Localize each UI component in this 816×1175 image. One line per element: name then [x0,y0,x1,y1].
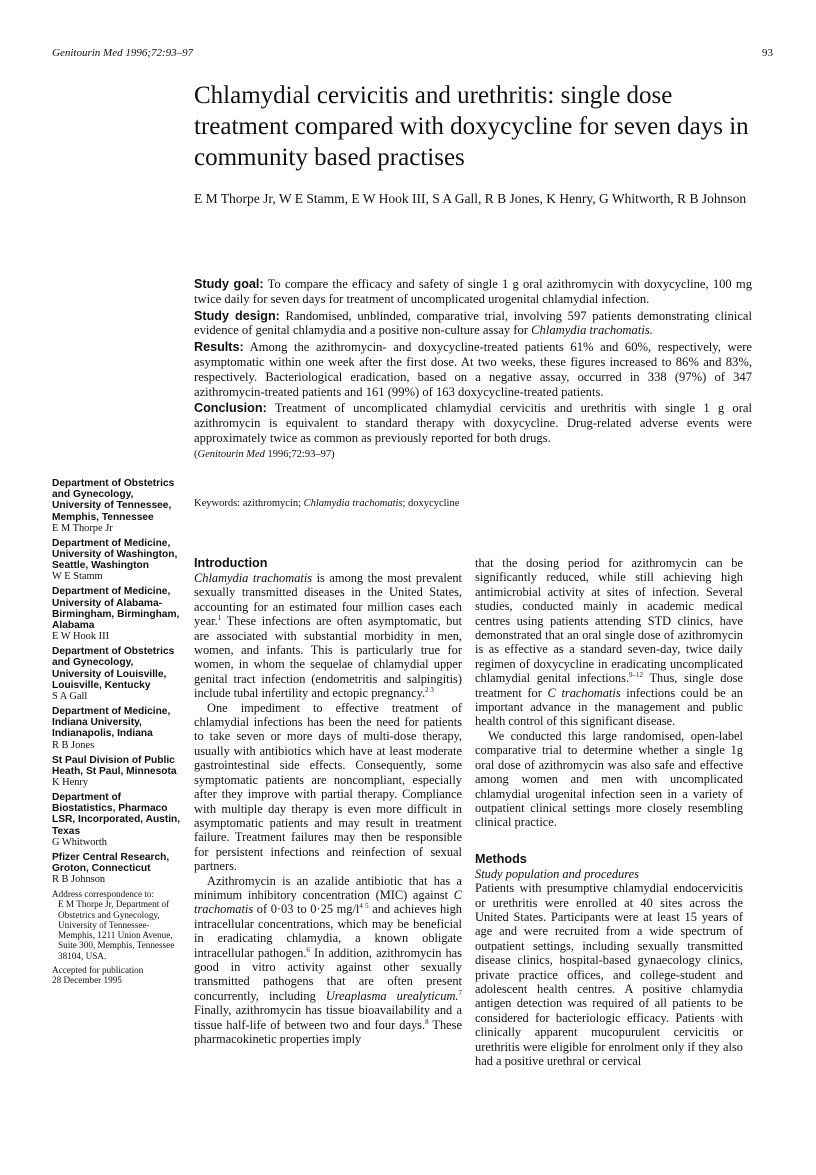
citation-open: ( [194,448,198,460]
abstract-goal-text: To compare the efficacy and safety of single 1 g oral azithromycin with doxycycline, 100 mg twice daily for seven days for treatment of uncomplicated urogenital chlamydial infection. [194,277,753,306]
affiliation-person: G Whitworth [52,836,107,848]
citation-rest: 1996;72:93–97) [264,448,335,460]
intro-paragraph-4 [475,556,743,729]
affiliation [52,792,182,848]
intro-paragraph-1 [194,571,462,701]
affiliation-person: E M Thorpe Jr [52,522,113,534]
article-title: Chlamydial cervicitis and urethritis: single dose treatment compared with doxycycline for seven days in community based practises [194,82,749,171]
abstract-design-label: Study design: [194,308,280,323]
affiliation-person: R B Johnson [52,874,106,886]
section-heading-methods: Methods [475,851,527,866]
text-run: Finally, azithromycin has tissue bioavailability and a tissue half-life of between two and four days. [194,1003,462,1032]
abstract-conclusion-text: Treatment of uncomplicated chlamydial cervicitis and urethritis with single 1 g oral azithromycin is equivalent to standard therapy with doxycycline. Drug-related adverse events were approximately twice as common as previously reported for both drugs. [194,401,753,445]
text-run: that the dosing period for azithromycin can be significantly reduced, while still achieving high antimicrobial activity at sites of infection. Several studies, conducted mainly in academic medical centres using patients attending STD clinics, have demonstrated that an oral single dose of azithromycin is as effective as a standard seven-day, twice daily regimen of doxycycline in eradicating uncomplicated chlamydial genital infections. [475,556,743,686]
journal-citation-header [52,47,193,59]
text-run: and achieves high intracellular concentrations, which may be beneficial in eradicating chlamydia, a known obligate intracellular pathogen. [194,902,463,960]
text-run: These infections are often asymptomatic, but are associated with substantial morbidity in men, women, and infants. This is particularly true for women, in whom the sequelae of chlamydial upper genital tract infection (endometritis and salpingitis) include tubal infertility and ectopic pregnancy. [194,614,462,701]
species-name: C trachomatis [547,685,621,700]
keywords-suffix: ; doxycycline [402,498,460,509]
abstract-conclusion [194,401,752,445]
abstract-citation [194,448,752,463]
affiliation-dept: Pfizer Central Research, Groton, Connecticut [52,851,170,875]
section-heading-introduction: Introduction [194,556,268,570]
reference-marker: 4 5 [359,902,369,911]
abstract-goal [194,277,752,307]
journal-ref: Genitourin Med 1996;72:93–97 [52,47,194,59]
abstract-results-text: Among the azithromycin- and doxycycline-treated patients 61% and 60%, respectively, were asymptomatic within one week after the first dose. At two weeks, these figures increased to 86% and 83%, respectively. Bacteriological eradication, based on a negative assay, occurred in 338 (97%) of 347 azithromycin-treated patients and 161 (99%) of 163 doxycycline-treated patients. [194,340,752,399]
keywords [194,497,754,510]
reference-marker: 6 [306,945,310,954]
intro-paragraph-3 [194,874,462,1047]
affiliation-dept: St Paul Division of Public Heath, St Paul, Minnesota [52,754,177,777]
affiliation [52,706,182,751]
affiliations-sidebar [52,478,182,985]
affiliation [52,852,182,885]
intro-paragraph-5: We conducted this large randomised, open-label comparative trial to determine whether a single 1g oral dose of azithromycin was also safe and effective among women and men with uncomplicated chlamydial urogenital infection seen in a variety of outpatient clinical settings more closely resembling clinical practice. [475,728,743,830]
body-column-left [194,556,462,1046]
methods-paragraph-1: Patients with presumptive chlamydial endocervicitis or urethritis were enrolled at 40 sites across the United States. Participants were at least 15 years of age and were recruited from a wide spectrum of outpatient settings, including sexually transmitted disease clinics, hospital-based gynaecology clinics, private practice offices, and college-student and adolescent health centres. A positive chlamydia antigen detection was required of all patients to be considered for bacteriologic efficacy. Patients with clinically apparent mucopurulent cervicitis or urethritis were eligible for enrolment only if they also had a positive urethral or cervical [475,881,743,1068]
affiliation-person: K Henry [52,777,89,789]
abstract-goal-label: Study goal: [194,277,264,291]
reference-marker: 9–12 [629,671,644,680]
text-run: In addition, azithromycin has good in vitro activity against other sexually transmitted pathogens that are often present concurrently, including [194,945,463,1003]
text-run: Azithromycin is an azalide antibiotic that has a minimum inhibitory concentration (MIC) against [194,873,462,902]
accepted-date-value: 28 December 1995 [52,974,122,985]
affiliation-dept: Department of Obstetrics and Gynecology, University of Tennessee, Memphis, Tennessee [52,478,175,523]
correspondence-address: E M Thorpe Jr, Department of Obstetrics and Gynecology, University of Tennessee-Memphis, 1211 Union Avenue, Suite 300, Memphis, Tennessee 38104, USA. [58,899,175,961]
text-run: of 0·03 to 0·25 mg/l [253,902,360,917]
text-run: infections could be an important advance in the management and public health control of this significant disease. [475,685,743,729]
keywords-species: Chlamydia trachomatis [303,498,403,509]
subsection-heading: Study population and procedures [475,866,639,881]
affiliation-person: S A Gall [52,691,88,703]
species-name: Ureaplasma urealyticum. [325,988,459,1003]
affiliation-person: W E Stamm [52,571,103,583]
abstract-design-species: Chlamydia trachomatis. [531,323,653,338]
species-name: Chlamydia trachomatis [194,571,313,585]
section-spacer [475,830,743,852]
text-run: These pharmacokinetic properties imply [194,1017,462,1046]
affiliation [52,586,182,642]
abstract-results-label: Results: [194,340,244,355]
abstract-results [194,340,752,399]
affiliation-person: R B Jones [52,739,95,751]
abstract-design-text: Randomised, unblinded, comparative trial, involving 597 patients demonstrating clinical evidence of genital chlamydia and a positive non-culture assay for [194,308,752,338]
accepted-label: Accepted for publication [52,964,144,975]
affiliation [52,755,182,788]
affiliation-dept: Department of Medicine, University of Washington, Seattle, Washington [52,537,178,572]
affiliation-person: E W Hook III [52,631,110,643]
affiliation-dept: Department of Medicine, Indiana University, Indianapolis, Indiana [52,706,171,740]
author-list: E M Thorpe Jr, W E Stamm, E W Hook III, S A Gall, R B Jones, K Henry, G Whitworth, R B Johnson [194,191,747,206]
accepted-date [52,965,182,985]
abstract-design [194,309,752,339]
affiliation-dept: Department of Medicine, University of Alabama-Birmingham, Birmingham, Alabama [52,586,180,632]
affiliation [52,646,182,702]
affiliation [52,478,182,534]
correspondence [52,889,182,960]
affiliation-dept: Department of Obstetrics and Gynecology, University of Louisville, Louisville, Kentucky [52,646,175,691]
reference-marker: 2 3 [425,686,434,695]
abstract-conclusion-label: Conclusion: [194,401,267,416]
correspondence-label: Address correspondence to: [52,889,155,900]
species-name: C trachomatis [194,887,462,917]
citation-journal: Genitourin Med [197,448,265,460]
body-column-right [475,556,743,1068]
reference-marker: 1 [217,614,222,623]
reference-marker: 7 [458,988,462,997]
page-number: 93 [762,47,773,59]
keywords-prefix: Keywords: azithromycin; [194,498,304,509]
text-run: Thus, single dose treatment for [475,671,743,700]
affiliation-dept: Department of Biostatistics, Pharmaco LSR, Incorporated, Austin, Texas [52,792,181,837]
abstract [194,277,752,465]
text-run: is among the most prevalent sexually transmitted diseases in the United States, accounting for an estimated four million cases each year. [194,571,462,629]
reference-marker: 8 [425,1017,429,1026]
intro-paragraph-2: One impediment to effective treatment of chlamydial infections has been the need for patients to take seven or more days of multi-dose therapy, usually with antibiotics which have at least moderate gastrointestinal side effects. Consequently, some symptomatic patients are noncompliant, especially after they improve with partial therapy. Compliance with multiple day therapy is even more difficult in asymptomatic patients and may result in treatment failure. Treatment failures may then be responsible for persistent infections and reinfection of sexual partners. [194,700,462,874]
affiliation [52,538,182,583]
